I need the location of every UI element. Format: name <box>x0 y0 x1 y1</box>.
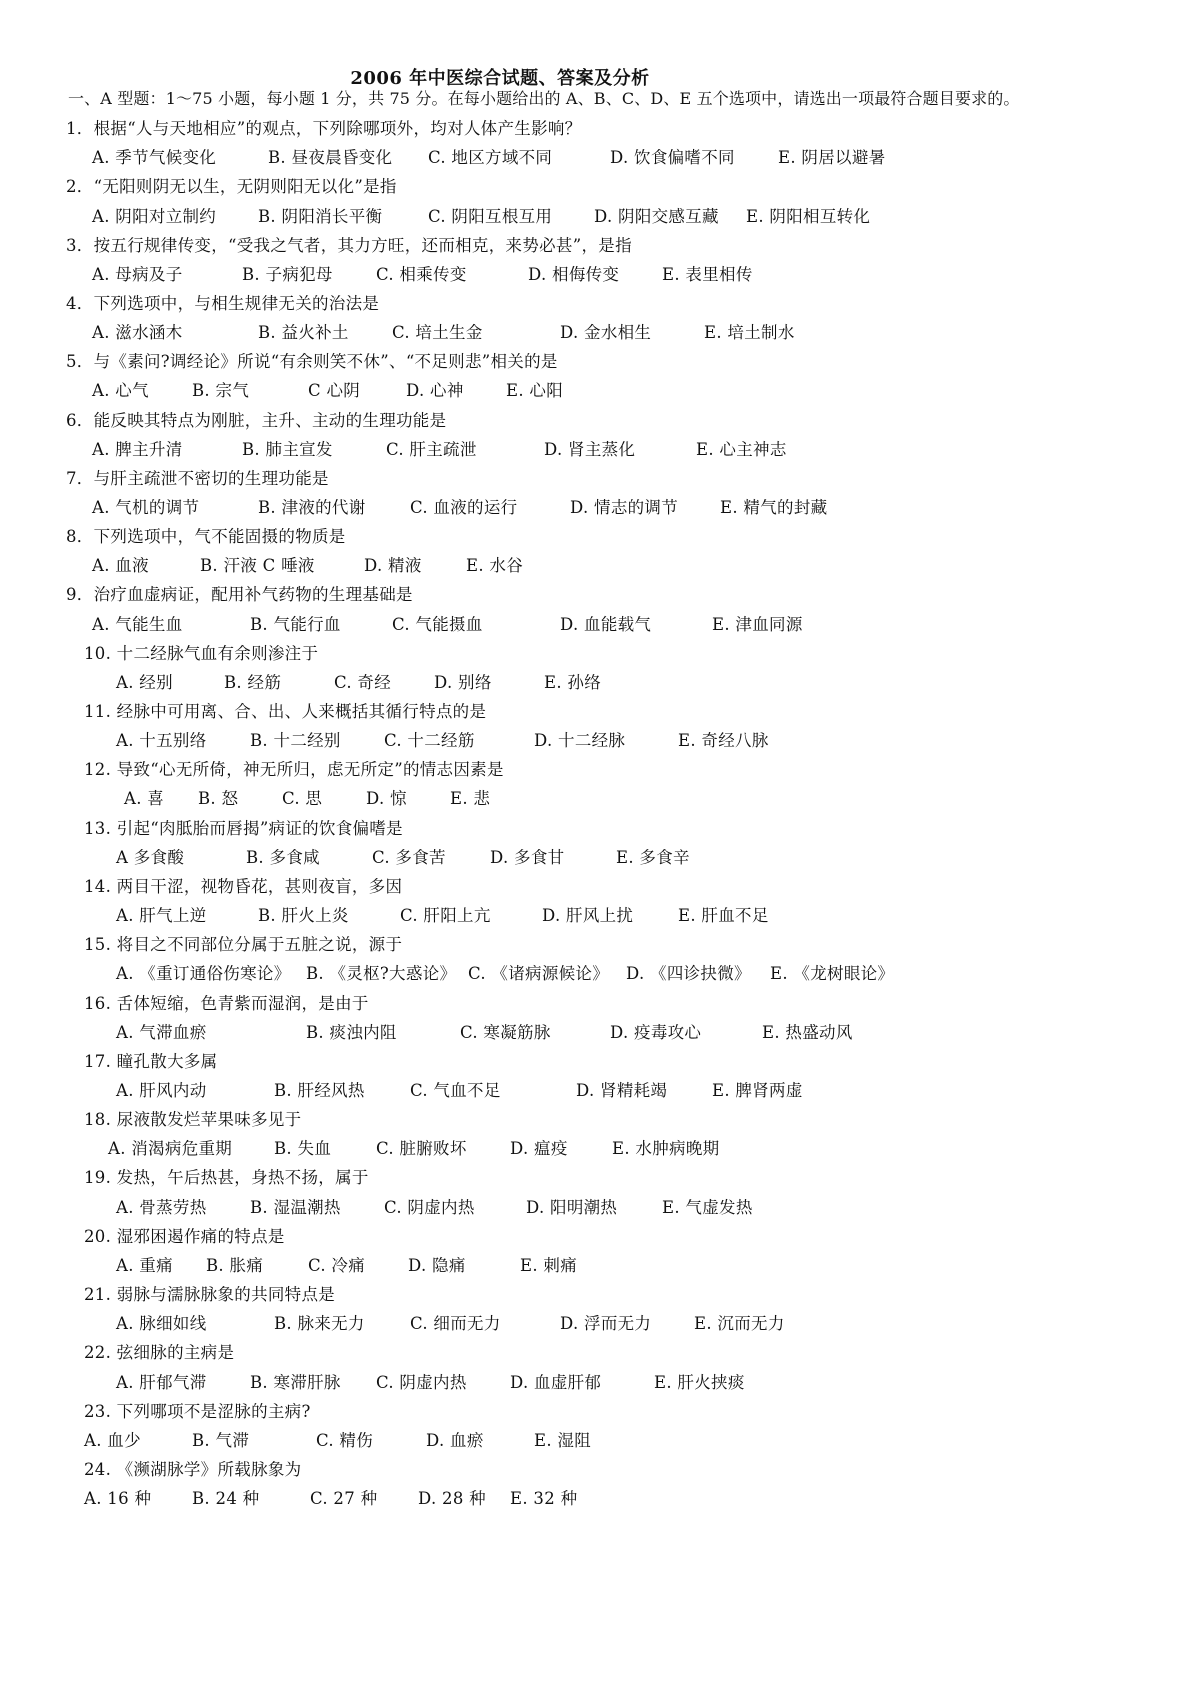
answer-option: A. 滋水涵木 <box>92 323 183 342</box>
answer-option: E. 水谷 <box>466 556 524 576</box>
answer-option: B. 寒滞肝脉 <box>250 1372 341 1392</box>
document-title: 2006 年中医综合试题、答案及分析 <box>350 68 650 89</box>
answer-option: C. 精伤 <box>316 1430 374 1450</box>
answer-option: E. 湿阻 <box>534 1430 592 1450</box>
answer-option: C. 思 <box>282 789 323 809</box>
answer-option: C. 27 种 <box>310 1489 378 1508</box>
answer-option: E. 孙络 <box>544 672 602 692</box>
answer-option: C. 相乘传变 <box>376 264 467 284</box>
answer-option: B. 阴阳消长平衡 <box>258 206 383 226</box>
answer-option: D. 血能载气 <box>560 614 652 634</box>
question-stem: 17. 瞳孔散大多属 <box>84 1051 218 1071</box>
answer-option: A. 气滞血瘀 <box>116 1022 207 1042</box>
answer-option: E. 心主神志 <box>696 439 787 459</box>
answer-option: E. 脾肾两虚 <box>712 1081 803 1100</box>
answer-option: E. 肝火挟痰 <box>654 1372 745 1392</box>
answer-option: C. 血液的运行 <box>410 497 518 517</box>
answer-option: D. 血虚肝郁 <box>510 1372 602 1392</box>
answer-option: C. 冷痛 <box>308 1255 366 1275</box>
answer-option: D. 相侮传变 <box>528 264 620 284</box>
answer-option: A. 肝郁气滞 <box>116 1372 207 1392</box>
answer-option: E. 津血同源 <box>712 614 803 634</box>
answer-option: B. 胀痛 <box>206 1255 264 1275</box>
answer-option: A. 十五别络 <box>116 731 207 751</box>
answer-option: D. 肾精耗竭 <box>576 1081 668 1100</box>
answer-option: A. 阴阳对立制约 <box>92 206 217 226</box>
question-stem: 2．“无阳则阴无以生，无阴则阳无以化”是指 <box>66 177 397 197</box>
answer-option: C. 《诸病源候论》 <box>468 964 610 984</box>
answer-option: C. 肝阳上亢 <box>400 906 491 925</box>
answer-option: A. 肝风内动 <box>116 1081 207 1100</box>
answer-option: A. 脾主升清 <box>92 439 183 459</box>
answer-option: C. 气能摄血 <box>392 614 483 634</box>
question-stem: 6．能反映其特点为刚脏，主升、主动的生理功能是 <box>66 410 447 430</box>
answer-option: D. 肾主蒸化 <box>544 439 636 459</box>
answer-option: C 心阴 <box>308 381 361 401</box>
question-stem: 14. 两目干涩，视物昏花，甚则夜盲，多因 <box>84 876 403 896</box>
answer-option: E. 水肿病晚期 <box>612 1139 720 1159</box>
answer-option: B. 经筋 <box>224 672 282 692</box>
question-stem: 15. 将目之不同部位分属于五脏之说，源于 <box>84 935 403 955</box>
answer-option: A. 经别 <box>116 672 173 692</box>
answer-option: B. 肺主宣发 <box>242 439 333 459</box>
question-stem: 1．根据“人与天地相应”的观点，下列除哪项外，均对人体产生影响？ <box>66 119 582 138</box>
answer-option: D. 28 种 <box>418 1489 486 1508</box>
question-stem: 5．与《素问?调经论》所说“有余则笑不休”、“不足则悲”相关的是 <box>66 352 558 372</box>
answer-option: B. 肝经风热 <box>274 1081 365 1100</box>
answer-option: C. 多食苦 <box>372 847 446 867</box>
answer-option: A. 肝气上逆 <box>116 906 207 925</box>
answer-option: D. 精液 <box>364 556 422 576</box>
answer-option: B. 气能行血 <box>250 614 341 634</box>
answer-option: D. 多食甘 <box>490 847 565 867</box>
answer-option: E. 心阳 <box>506 381 564 401</box>
answer-option: D. 阴阳交感互藏 <box>594 206 719 226</box>
answer-option: C. 寒凝筋脉 <box>460 1022 551 1042</box>
answer-option: D. 心神 <box>406 381 464 401</box>
answer-option: D. 饮食偏嗜不同 <box>610 148 735 168</box>
answer-option: A. 心气 <box>92 381 149 401</box>
answer-option: A. 《重订通俗伤寒论》 <box>116 964 291 984</box>
answer-option: B. 多食咸 <box>246 847 320 867</box>
answer-option: D. 别络 <box>434 672 492 692</box>
answer-option: D. 浮而无力 <box>560 1314 652 1334</box>
answer-option: E. 《龙树眼论》 <box>770 964 895 984</box>
answer-option: E. 奇经八脉 <box>678 731 769 751</box>
question-stem: 9．治疗血虚病证，配用补气药物的生理基础是 <box>66 585 413 605</box>
answer-option: B. 失血 <box>274 1139 332 1159</box>
answer-option: B. 宗气 <box>192 381 250 401</box>
answer-option: C. 阴阳互根互用 <box>428 206 553 226</box>
answer-option: B. 痰浊内阻 <box>306 1022 397 1042</box>
answer-option: A. 血少 <box>84 1430 141 1450</box>
answer-option: D. 血瘀 <box>426 1430 484 1450</box>
question-stem: 19. 发热，午后热甚，身热不扬，属于 <box>84 1168 369 1188</box>
answer-option: C. 十二经筋 <box>384 731 475 751</box>
answer-option: E. 精气的封藏 <box>720 497 828 517</box>
question-stem: 21. 弱脉与濡脉脉象的共同特点是 <box>84 1285 336 1304</box>
question-stem: 11. 经脉中可用离、合、出、人来概括其循行特点的是 <box>84 702 487 721</box>
answer-option: B. 十二经别 <box>250 731 341 751</box>
answer-option: E. 肝血不足 <box>678 906 769 925</box>
answer-option: B. 肝火上炎 <box>258 906 349 925</box>
answer-option: E. 热盛动风 <box>762 1022 853 1042</box>
question-stem: 7．与肝主疏泄不密切的生理功能是 <box>66 468 329 488</box>
question-stem: 24. 《濒湖脉学》所载脉象为 <box>84 1459 302 1479</box>
answer-option: D. 肝风上扰 <box>542 906 634 925</box>
question-stem: 3．按五行规律传变，“受我之气者，其力方旺，还而相克，来势必甚”，是指 <box>66 235 632 255</box>
answer-option: E. 阴阳相互转化 <box>746 206 871 226</box>
answer-option: D. 阳明潮热 <box>526 1197 618 1217</box>
answer-option: C. 肝主疏泄 <box>386 439 477 459</box>
answer-option: E. 悲 <box>450 789 491 809</box>
answer-option: E. 表里相传 <box>662 264 753 284</box>
answer-option: D. 《四诊抉微》 <box>626 964 751 984</box>
answer-option: E. 32 种 <box>510 1489 578 1508</box>
question-stem: 23. 下列哪项不是涩脉的主病? <box>84 1401 311 1421</box>
answer-option: C. 奇经 <box>334 672 392 692</box>
answer-option: B. 益火补土 <box>258 323 349 342</box>
answer-option: A. 气机的调节 <box>92 497 200 517</box>
answer-option: B. 昼夜晨昏变化 <box>268 148 393 168</box>
answer-option: B. 津液的代谢 <box>258 497 366 517</box>
answer-option: C. 脏腑败坏 <box>376 1139 467 1159</box>
answer-option: E. 阴居以避暑 <box>778 148 886 168</box>
answer-option: A. 喜 <box>124 789 165 809</box>
answer-option: A. 消渴病危重期 <box>108 1139 233 1159</box>
answer-option: B. 湿温潮热 <box>250 1197 341 1217</box>
answer-option: D. 隐痛 <box>408 1255 466 1275</box>
answer-option: A. 母病及子 <box>92 264 183 284</box>
answer-option: A 多食酸 <box>116 847 185 867</box>
answer-option: B. 《灵枢?大惑论》 <box>306 964 457 984</box>
question-stem: 4．下列选项中，与相生规律无关的治法是 <box>66 293 380 313</box>
answer-option: C. 培土生金 <box>392 323 483 342</box>
question-stem: 13. 引起“肉胝胎而唇揭”病证的饮食偏嗜是 <box>84 818 403 838</box>
question-stem: 12. 导致“心无所倚，神无所归，虑无所定”的情志因素是 <box>84 760 504 780</box>
answer-option: B. 24 种 <box>192 1489 260 1508</box>
answer-option: C. 地区方域不同 <box>428 148 553 168</box>
answer-option: C. 阴虚内热 <box>376 1372 467 1392</box>
answer-option: A. 重痛 <box>116 1255 173 1275</box>
answer-option: E. 气虚发热 <box>662 1197 753 1217</box>
answer-option: D. 情志的调节 <box>570 497 679 517</box>
answer-option: A. 季节气候变化 <box>92 148 217 168</box>
answer-option: E. 培土制水 <box>704 323 795 342</box>
answer-option: C. 阴虚内热 <box>384 1197 475 1217</box>
question-stem: 10. 十二经脉气血有余则渗注于 <box>84 643 319 663</box>
answer-option: B. 脉来无力 <box>274 1314 365 1334</box>
answer-option: D. 惊 <box>366 789 407 809</box>
answer-option: E. 多食辛 <box>616 847 690 867</box>
answer-option: D. 疫毒攻心 <box>610 1022 702 1042</box>
question-stem: 16. 舌体短缩，色青紫而湿润，是由于 <box>84 993 369 1013</box>
question-stem: 22. 弦细脉的主病是 <box>84 1343 235 1363</box>
answer-option: E. 沉而无力 <box>694 1314 785 1334</box>
answer-option: A. 16 种 <box>84 1489 152 1508</box>
answer-option: A. 脉细如线 <box>116 1314 207 1334</box>
answer-option: B. 汗液 C 唾液 <box>200 556 315 576</box>
answer-option: C. 细而无力 <box>410 1314 501 1334</box>
answer-option: A. 骨蒸劳热 <box>116 1197 207 1217</box>
answer-option: A. 气能生血 <box>92 614 183 634</box>
answer-option: D. 瘟疫 <box>510 1139 568 1159</box>
answer-option: C. 气血不足 <box>410 1081 501 1100</box>
answer-option: B. 气滞 <box>192 1430 250 1450</box>
question-stem: 18. 尿液散发烂苹果味多见于 <box>84 1110 302 1130</box>
answer-option: D. 金水相生 <box>560 323 652 342</box>
answer-option: B. 怒 <box>198 789 239 809</box>
answer-option: A. 血液 <box>92 556 149 576</box>
question-stem: 20. 湿邪困遏作痛的特点是 <box>84 1226 285 1246</box>
answer-option: B. 子病犯母 <box>242 264 333 284</box>
section-instruction: 一、A 型题：1～75 小题，每小题 1 分，共 75 分。在每小题给出的 A、B、C、D、E 五个选项中，请选出一项最符合题目要求的。 <box>68 89 1020 108</box>
answer-option: D. 十二经脉 <box>534 731 626 751</box>
question-stem: 8．下列选项中，气不能固摄的物质是 <box>66 527 346 547</box>
answer-option: E. 刺痛 <box>520 1255 578 1275</box>
